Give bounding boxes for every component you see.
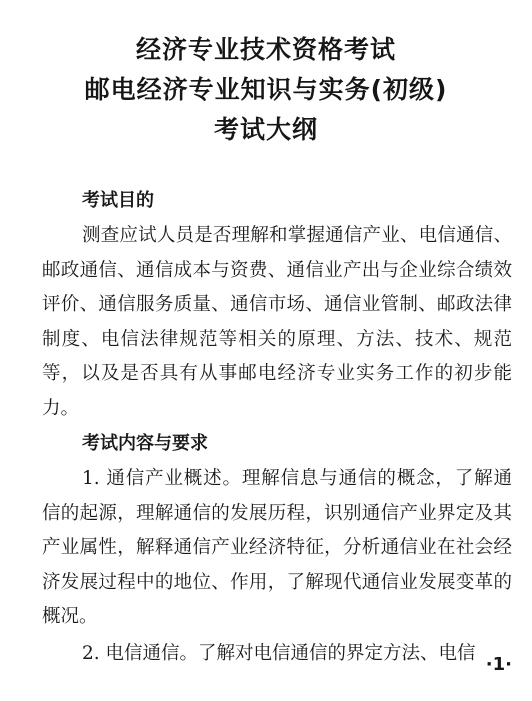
content-item-1: 1. 通信产业概述。理解信息与通信的概念，了解通信的起源，理解通信的发展历程，识别通信产业界定及其产业属性，解释通信产业经济特征，分析通信业在社会经济发展过程中的地位、作用，了解现代通信业发展变革的概况。	[42, 468, 512, 627]
section-heading-exam-purpose: 考试目的	[82, 190, 154, 211]
section-heading-exam-content: 考试内容与要求	[82, 433, 208, 454]
document-body	[42, 185, 512, 673]
title-line-1: 经济专业技术资格考试	[135, 35, 396, 64]
document-title	[0, 30, 532, 150]
title-line-2: 邮电经济专业知识与实务(初级)	[84, 75, 448, 104]
page-number: ·1·	[485, 654, 512, 675]
title-line-3: 考试大纲	[213, 115, 318, 144]
exam-purpose-paragraph: 测查应试人员是否理解和掌握通信产业、电信通信、邮政通信、通信成本与资费、通信业产出与企业综合绩效评价、通信服务质量、通信市场、通信业管制、邮政法律制度、电信法律规范等相关的原理、方法、技术、规范等，以及是否具有从事邮电经济专业实务工作的初步能力。	[42, 225, 512, 419]
content-item-2: 2. 电信通信。了解对电信通信的界定方法、电信	[82, 642, 476, 664]
